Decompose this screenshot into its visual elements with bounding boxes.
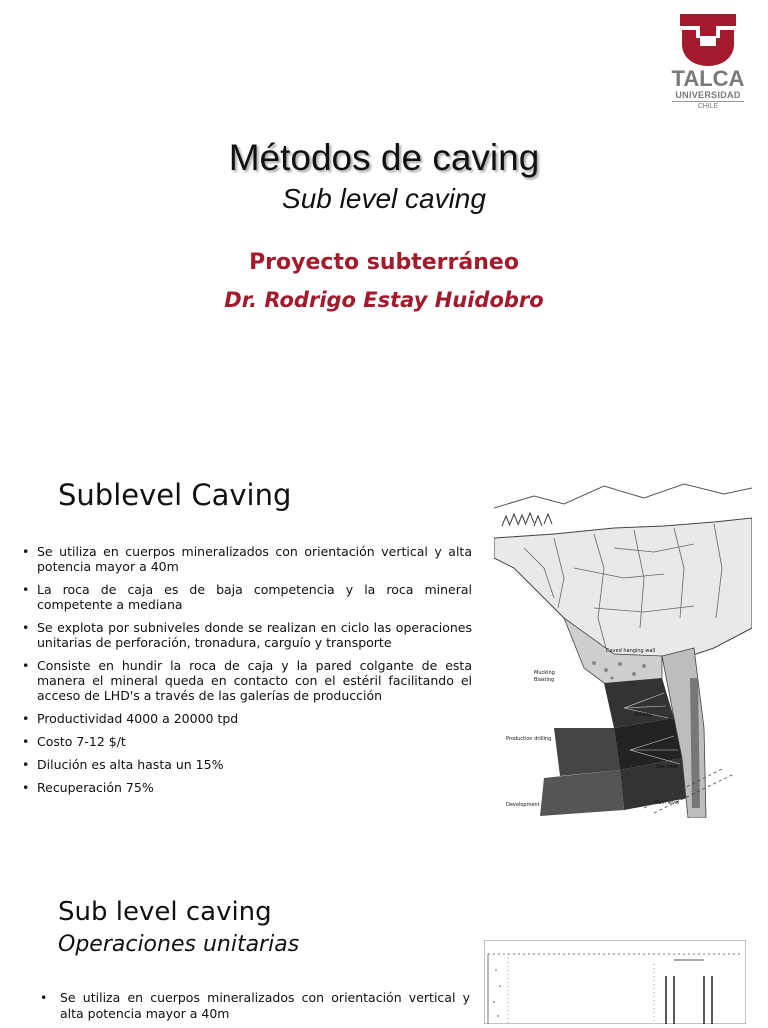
svg-text:Mucking: Mucking xyxy=(534,670,555,676)
list-item: • Se utiliza en cuerpos mineralizados con orientación vertical y alta potencia mayor a 40m xyxy=(40,990,470,1022)
logo-divider xyxy=(672,101,744,102)
content-slide-sublevel-caving xyxy=(0,440,768,860)
list-item: • Recuperación 75% xyxy=(22,780,472,795)
svg-text:Main level: Main level xyxy=(654,800,680,806)
bullet-list xyxy=(40,990,470,1022)
svg-text:Production drilling: Production drilling xyxy=(506,736,552,742)
author-name: Dr. Rodrigo Estay Huidobro xyxy=(224,288,544,312)
list-item: • Productividad 4000 a 20000 tpd xyxy=(22,711,472,726)
slide-heading: Sub level caving xyxy=(58,897,272,927)
content-slide-unit-operations xyxy=(0,860,768,1024)
list-item: • Consiste en hundir la roca de caja y la pared colgante de esta manera el mineral queda en contacto con el estéril facilitando el acceso de LHD's a través de las galerías de producción xyxy=(22,658,472,703)
sublevel-caving-diagram-icon xyxy=(494,478,752,818)
list-item: • La roca de caja es de baja competencia y la roca mineral competente a mediana xyxy=(22,582,472,612)
presentation-title: Métodos de caving xyxy=(228,137,540,178)
university-logo xyxy=(666,14,750,114)
logo-country: CHILE xyxy=(697,103,719,110)
logo-institution: UNIVERSIDAD xyxy=(675,90,741,100)
svg-text:Ore pass: Ore pass xyxy=(656,764,678,770)
svg-text:Development: Development xyxy=(506,802,540,808)
bullet-list xyxy=(22,544,472,803)
list-item: • Se utiliza en cuerpos mineralizados con orientación vertical y alta potencia mayor a 40m xyxy=(22,544,472,574)
course-name: Proyecto subterráneo xyxy=(249,250,519,275)
svg-text:Caved hanging wall: Caved hanging wall xyxy=(606,648,656,654)
sublevel-caving-diagram xyxy=(494,478,752,818)
slide-heading: Sublevel Caving xyxy=(58,478,292,512)
list-item: • Se explota por subniveles donde se realizan en ciclo las operaciones unitarias de perforación, tronadura, carguío y transporte xyxy=(22,620,472,650)
title-slide xyxy=(0,0,768,440)
list-item: • Costo 7-12 $/t xyxy=(22,734,472,749)
list-item: • Dilución es alta hasta un 15% xyxy=(22,757,472,772)
presentation-subtitle: Sub level caving xyxy=(282,183,486,214)
svg-text:Blasting: Blasting xyxy=(534,677,555,683)
slide-subheading: Operaciones unitarias xyxy=(58,932,300,957)
logo-wordmark: TALCA xyxy=(671,66,745,91)
university-t-emblem-icon xyxy=(666,14,750,66)
sublevel-caving-section-diagram xyxy=(484,940,746,1024)
sublevel-caving-section-diagram-icon xyxy=(484,940,746,1024)
svg-text:Drilling: Drilling xyxy=(634,712,652,718)
